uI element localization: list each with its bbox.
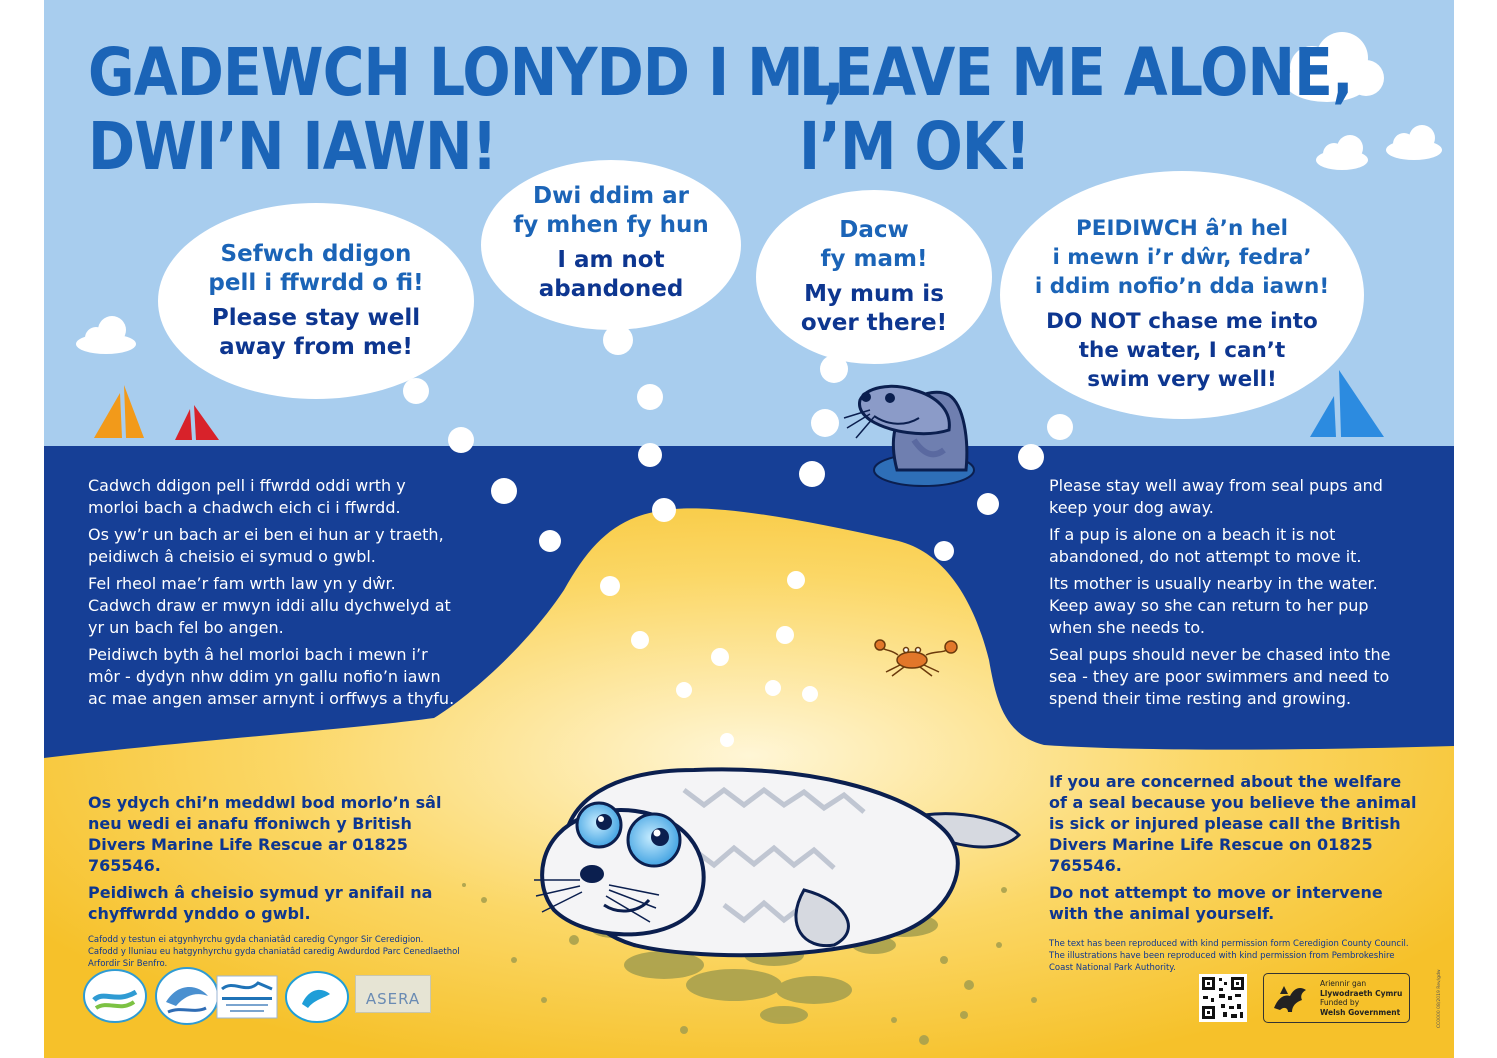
welsh-rescue-paragraph bbox=[88, 792, 468, 876]
title-welsh-line: GADEWCH LONYDD I MI, bbox=[88, 34, 844, 111]
bubble-4-text bbox=[1012, 214, 1352, 394]
bubble-welsh-line: i ddim nofio’n dda iawn! bbox=[1034, 274, 1330, 299]
welsh-rescue-text: Os ydych chi’n meddwl bod morlo’n sâl neu wedi ei anafu ffoniwch y bbox=[88, 793, 442, 833]
bubble-english-line: away from me! bbox=[219, 334, 413, 360]
english-credit: The text has been reproduced with kind permission form Ceredigion County Council. bbox=[1049, 939, 1409, 949]
rescue-org-name: British Divers Marine Life Rescue bbox=[88, 814, 412, 854]
english-credit: The illustrations have been reproduced with kind permission from Pembrokeshire Coast National Park Authority. bbox=[1049, 951, 1395, 973]
bubble-welsh-line: Sefwch ddigon bbox=[220, 241, 412, 267]
welsh-government-text bbox=[1320, 979, 1402, 1017]
english-rescue-warning: Do not attempt to move or intervene with the animal yourself. bbox=[1049, 883, 1383, 923]
welsh-rescue-warning: Peidiwch â cheisio symud yr anifail na chyffwrdd ynddo o gwbl. bbox=[88, 883, 433, 923]
english-body bbox=[1049, 475, 1409, 715]
welsh-rescue-text: . bbox=[154, 856, 161, 875]
bubble-english-line: over there! bbox=[800, 310, 948, 336]
english-body-paragraph: If a pup is alone on a beach it is not abandoned, do not attempt to move it. bbox=[1049, 525, 1362, 566]
bubble-1-text bbox=[176, 240, 456, 362]
welsh-body-paragraph: Cadwch ddigon pell i ffwrdd oddi wrth y morloi bach a chadwch eich ci i ffwrdd. bbox=[88, 476, 406, 517]
english-rescue-text: If you are concerned about the welfare of a seal because you believe the animal is sick or injured please call the bbox=[1049, 772, 1417, 833]
title-welsh bbox=[88, 36, 844, 184]
partner-logo-icon bbox=[82, 968, 148, 1024]
welsh-rescue-text: ar bbox=[322, 835, 353, 854]
bubble-welsh-line: fy mam! bbox=[820, 246, 928, 272]
title-english-line: I’M OK! bbox=[799, 108, 1031, 185]
asera-logo bbox=[355, 975, 431, 1013]
bubble-english-line: My mum is bbox=[804, 281, 944, 307]
pembrokeshire-marine-logo-icon bbox=[216, 975, 278, 1019]
rescue-org-name: British Divers Marine Life Rescue bbox=[1049, 814, 1401, 854]
asera-logo-text: ASERA bbox=[365, 990, 421, 1008]
bubble-english-line: I am not bbox=[557, 247, 665, 273]
title-english-line: LEAVE ME ALONE, bbox=[799, 34, 1353, 111]
bubble-2-text bbox=[486, 182, 736, 304]
dolphin-logo-icon bbox=[154, 966, 220, 1026]
english-rescue-paragraph bbox=[1049, 771, 1419, 876]
bubble-welsh-line: Dacw bbox=[839, 217, 909, 243]
welsh-body-paragraph: Peidiwch byth â hel morloi bach i mewn i’r môr - dydyn nhw ddim yn gallu nofio’n iawn ac mae angen amser arnynt i orffwys a thyfu. bbox=[88, 645, 455, 708]
bubble-3-text bbox=[764, 216, 984, 338]
bubble-welsh-line: Dwi ddim ar bbox=[533, 183, 689, 209]
english-rescue-info bbox=[1049, 771, 1419, 974]
rescue-phone: 01825 765546 bbox=[1049, 835, 1373, 875]
gov-line: Ariennir gan bbox=[1320, 979, 1367, 988]
qr-code-icon bbox=[1199, 974, 1247, 1022]
bubble-english-line: the water, I can’t bbox=[1078, 338, 1286, 363]
gov-line: Llywodraeth Cymru bbox=[1320, 988, 1403, 998]
welsh-body bbox=[88, 475, 458, 715]
bubble-welsh-line: PEIDIWCH â’n hel bbox=[1076, 216, 1288, 241]
gov-line: Welsh Government bbox=[1320, 1007, 1401, 1017]
rescue-phone: 01825 765546 bbox=[88, 835, 408, 875]
bubble-english-line: abandoned bbox=[538, 276, 684, 302]
welsh-credit: Cafodd y lluniau eu hatgynhyrchu gyda chaniatâd caredig Awdurdod Parc Cenedlaethol Arfordir Sir Benfro. bbox=[88, 947, 460, 969]
title-welsh-line: DWI’N IAWN! bbox=[88, 108, 497, 185]
gov-line: Funded by bbox=[1320, 998, 1360, 1007]
english-rescue-text: on bbox=[1283, 835, 1317, 854]
bubble-welsh-line: i mewn i’r dŵr, fedra’ bbox=[1052, 245, 1312, 270]
side-code-text: CC0000 08/2019 Rev/gdw bbox=[1437, 969, 1442, 1028]
welsh-credit: Cafodd y testun ei atgynhyrchu gyda chaniatâd caredig Cyngor Sir Ceredigion. bbox=[88, 935, 424, 945]
welsh-government-logo bbox=[1263, 973, 1410, 1023]
english-body-paragraph: Seal pups should never be chased into the sea - they are poor swimmers and need to spend their time resting and growing. bbox=[1049, 645, 1391, 708]
english-body-paragraph: Please stay well away from seal pups and keep your dog away. bbox=[1049, 476, 1383, 517]
english-body-paragraph: Its mother is usually nearby in the water. Keep away so she can return to her pup when she needs to. bbox=[1049, 574, 1378, 637]
side-code bbox=[1437, 968, 1445, 1028]
title-english bbox=[799, 36, 1353, 184]
welsh-rescue-info bbox=[88, 792, 468, 970]
welsh-body-paragraph: Fel rheol mae’r fam wrth law yn y dŵr. Cadwch draw er mwyn iddi allu dychwelyd at yr un bach fel bo angen. bbox=[88, 574, 451, 637]
welsh-body-paragraph: Os yw’r un bach ar ei ben ei hun ar y traeth, peidiwch â cheisio ei symud o gwbl. bbox=[88, 525, 444, 566]
bubble-english-line: DO NOT chase me into bbox=[1046, 309, 1318, 334]
cardigan-bay-logo-icon bbox=[284, 970, 350, 1024]
bubble-english-line: swim very well! bbox=[1087, 367, 1277, 392]
bubble-welsh-line: pell i ffwrdd o fi! bbox=[208, 270, 424, 296]
bubble-english-line: Please stay well bbox=[211, 305, 421, 331]
poster bbox=[44, 0, 1454, 1058]
bubble-welsh-line: fy mhen fy hun bbox=[513, 212, 709, 238]
dragon-icon bbox=[1270, 980, 1310, 1016]
english-rescue-text: . bbox=[1115, 856, 1122, 875]
